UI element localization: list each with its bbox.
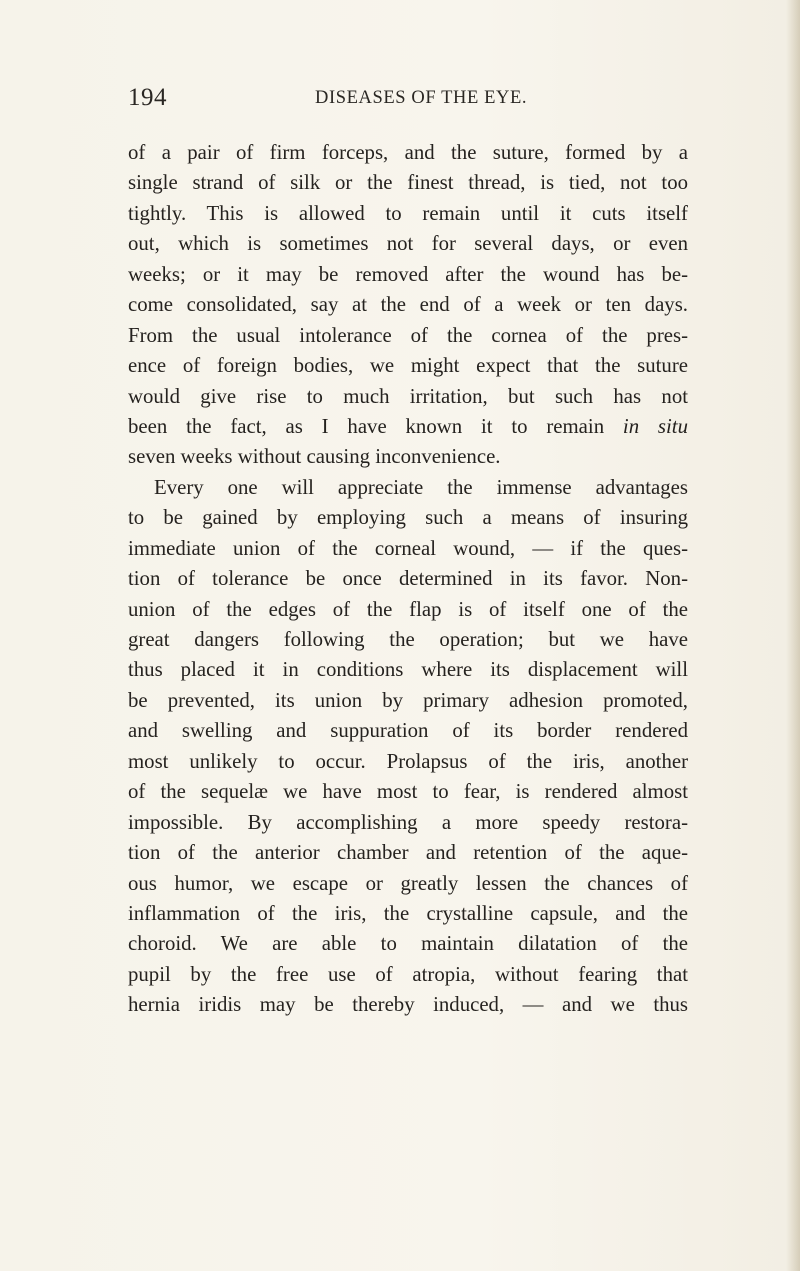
text-line: most unlikely to occur. Prolapsus of the iris, another xyxy=(128,749,688,773)
text-line: choroid. We are able to maintain dilatation of the xyxy=(128,932,688,956)
paragraph-start-line: Every one will appreciate the immense advantages xyxy=(154,475,688,499)
text-line: tightly. This is allowed to remain until it cuts itself xyxy=(128,201,688,225)
text-line: weeks; or it may be removed after the wound has be- xyxy=(128,262,688,286)
text-line: inflammation of the iris, the crystalline capsule, and the xyxy=(128,901,688,925)
text-line: great dangers following the operation; but we have xyxy=(128,628,688,651)
text-line: ence of foreign bodies, we might expect that the suture xyxy=(128,354,688,378)
text-line: come consolidated, say at the end of a week or ten days. xyxy=(128,293,688,317)
text-line: immediate union of the corneal wound, — if the ques- xyxy=(128,536,688,560)
text-line: of the sequelæ we have most to fear, is rendered almost xyxy=(128,780,688,804)
text-line: of a pair of firm forceps, and the suture, formed by a xyxy=(128,141,688,164)
text-line: thus placed it in conditions where its displacement will xyxy=(128,658,688,682)
text-line: out, which is sometimes not for several days, or even xyxy=(128,232,688,256)
text-line: single strand of silk or the finest thread, is tied, not too xyxy=(128,171,688,195)
text-line: to be gained by employing such a means of insuring xyxy=(128,506,688,530)
text-line: be prevented, its union by primary adhesion promoted, xyxy=(128,688,688,712)
text-line-with-italic xyxy=(128,412,688,442)
paragraph-end-line: seven weeks without causing inconvenience. xyxy=(128,445,501,469)
text-line: pupil by the free use of atropia, without fearing that xyxy=(128,962,688,986)
page-edge-shadow xyxy=(786,0,800,1271)
text-line: tion of tolerance be once determined in its favor. Non- xyxy=(128,567,688,591)
text-line: and swelling and suppuration of its border rendered xyxy=(128,719,688,743)
text-line: impossible. By accomplishing a more speedy restora- xyxy=(128,810,688,834)
text-segment: been the fact, as I have known it to remain xyxy=(128,414,623,438)
text-line: would give rise to much irritation, but such has not xyxy=(128,384,688,408)
body-text xyxy=(128,138,688,1021)
running-head: DISEASES OF THE EYE. xyxy=(315,88,528,108)
page-number: 194 xyxy=(128,84,167,111)
page-header xyxy=(128,84,688,114)
text-line: From the usual intolerance of the cornea of the pres- xyxy=(128,323,688,347)
italic-phrase: in situ xyxy=(622,414,688,438)
text-line: tion of the anterior chamber and retention of the aque- xyxy=(128,841,688,865)
text-line: hernia iridis may be thereby induced, — and we thus xyxy=(128,993,688,1017)
text-line: ous humor, we escape or greatly lessen the chances of xyxy=(128,871,688,895)
text-line: union of the edges of the flap is of itself one of the xyxy=(128,597,688,621)
